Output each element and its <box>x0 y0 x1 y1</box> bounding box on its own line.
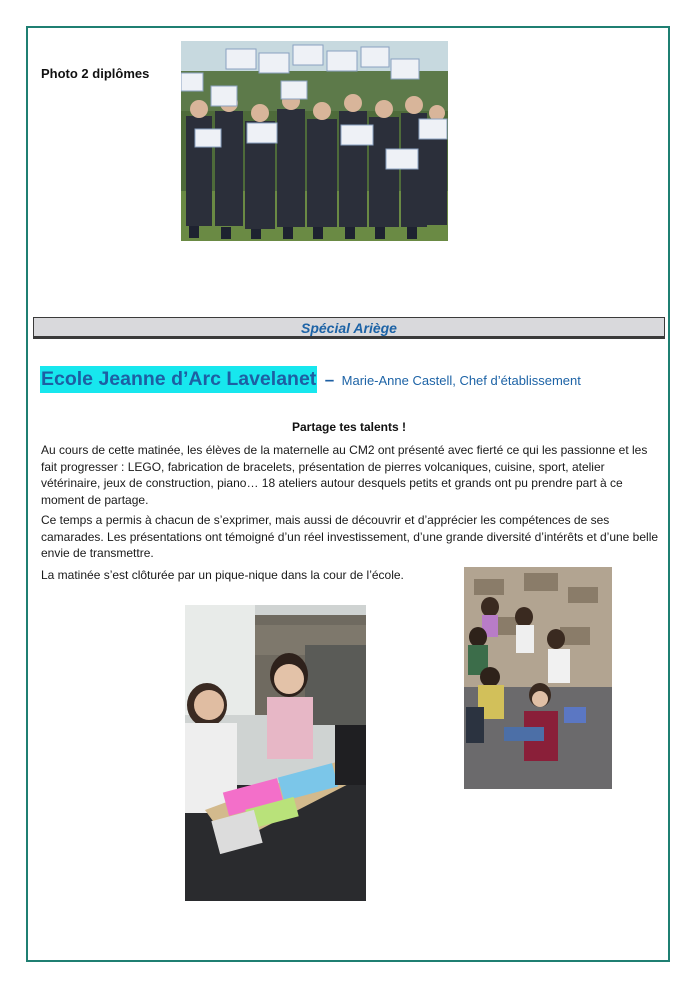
bracelet-workshop-photo <box>185 605 366 901</box>
banner-title: Spécial Ariège <box>301 320 397 336</box>
diplomas-group-photo <box>181 41 448 241</box>
heading-dash: – <box>324 370 335 389</box>
paragraph-1: Au cours de cette matinée, les élèves de la maternelle au CM2 ont présenté avec fierté ce qui les passionne et les fait progresser : LEGO, fabrication de bracelets, présentation de pierres volcaniques, cuisine, sport, atelier vétérinaire, jeux de construction, piano… 18 ateliers autour desquels petits et grands ont pu prendre part à ce moment de partage. <box>41 443 648 507</box>
section-banner <box>33 317 665 339</box>
article-author: Marie-Anne Castell, Chef d’établissement <box>341 373 581 388</box>
school-name: Ecole Jeanne d’Arc Lavelanet <box>40 366 317 393</box>
paragraph-2: Ce temps a permis à chacun de s’exprimer, mais aussi de découvrir et d’apprécier les compétences de ses camarades. Les présentations ont témoigné d’un réel investissement, d’une grande diversité d’intérêts et d’une belle envie de transmettre. <box>41 513 659 560</box>
picnic-photo <box>464 567 612 789</box>
article-subtitle: Partage tes talents ! <box>291 420 407 434</box>
photo-caption: Photo 2 diplômes <box>41 66 150 81</box>
paragraph-3: La matinée s’est clôturée par un pique-nique dans la cour de l’école. <box>41 568 404 582</box>
article-heading <box>40 366 581 393</box>
